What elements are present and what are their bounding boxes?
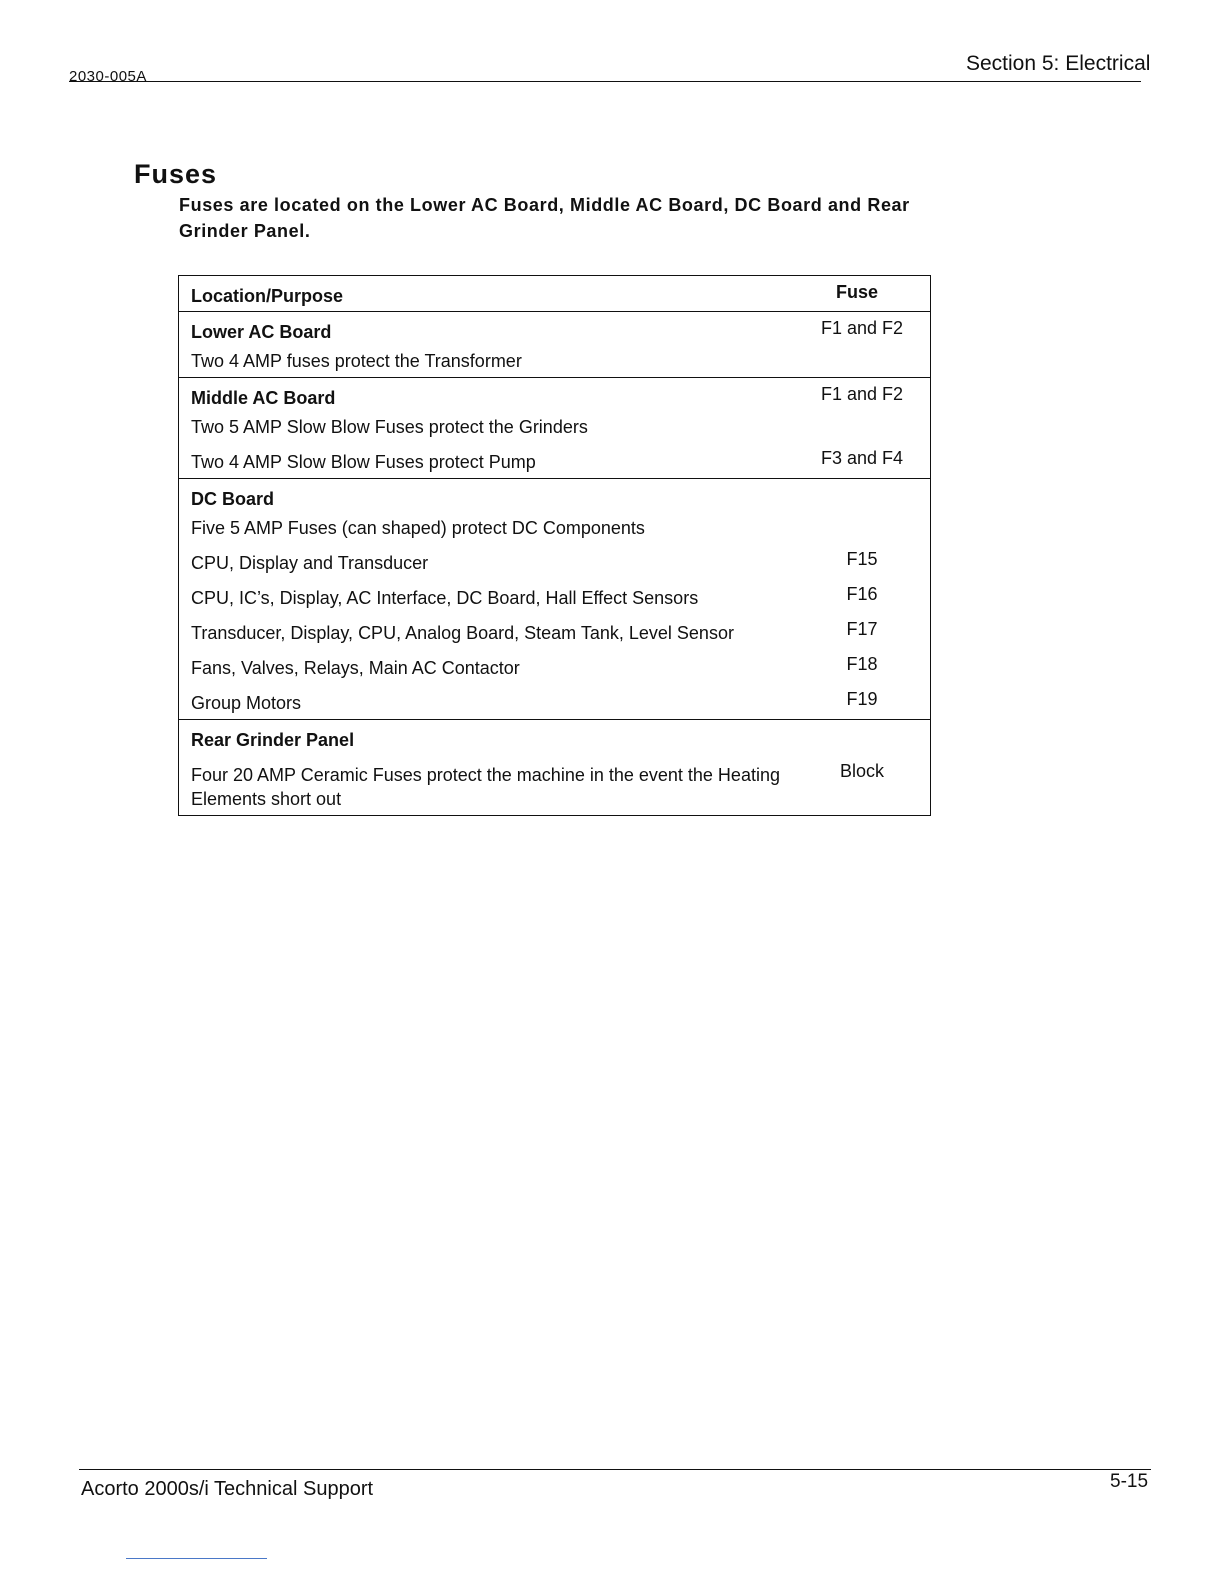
section-title: Section 5: Electrical <box>966 52 1151 75</box>
table-row <box>179 586 930 610</box>
row-purpose: CPU, IC’s, Display, AC Interface, DC Board, Hall Effect Sensors <box>191 588 699 608</box>
group-heading-row <box>179 386 930 410</box>
fuse-value: F17 <box>846 619 878 639</box>
fuse-value: F3 and F4 <box>820 448 904 468</box>
group-heading: Rear Grinder Panel <box>191 730 355 750</box>
group-heading: DC Board <box>191 489 275 509</box>
fuse-value: F15 <box>846 549 878 569</box>
group-heading: Lower AC Board <box>191 322 332 342</box>
footer-product: Acorto 2000s/i Technical Support <box>81 1478 374 1500</box>
group-heading: Middle AC Board <box>191 388 336 408</box>
table-row <box>179 656 930 680</box>
fuse-value: F16 <box>846 584 878 604</box>
document-code: 2030-005A <box>69 68 147 85</box>
footer-divider <box>79 1469 1151 1470</box>
row-purpose: CPU, Display and Transducer <box>191 553 429 573</box>
row-purpose: Four 20 AMP Ceramic Fuses protect the machine in the event the Heating Elements short out <box>191 765 780 809</box>
header-divider <box>69 81 1141 82</box>
row-purpose: Two 4 AMP Slow Blow Fuses protect Pump <box>191 452 536 472</box>
row-purpose: Fans, Valves, Relays, Main AC Contactor <box>191 658 520 678</box>
table-group-rear-grinder-panel <box>179 720 930 815</box>
table-group-lower-ac-board <box>179 312 930 378</box>
table-group-middle-ac-board <box>179 378 930 479</box>
column-header-fuse: Fuse <box>836 282 879 302</box>
row-purpose: Two 4 AMP fuses protect the Transformer <box>191 351 522 371</box>
column-header-location: Location/Purpose <box>191 286 344 306</box>
page-title: Fuses <box>134 159 218 189</box>
row-purpose: Two 5 AMP Slow Blow Fuses protect the Grinders <box>191 417 588 437</box>
group-heading-row <box>179 320 930 344</box>
table-row <box>179 349 930 373</box>
table-row <box>179 691 930 715</box>
table-header <box>179 276 930 312</box>
fuse-value: F1 and F2 <box>820 384 904 404</box>
decorative-blue-line <box>126 1558 267 1559</box>
row-purpose: Five 5 AMP Fuses (can shaped) protect DC Components <box>191 518 645 538</box>
group-heading-row <box>179 487 930 511</box>
row-purpose: Group Motors <box>191 693 302 713</box>
fuse-value: F19 <box>846 689 878 709</box>
intro-paragraph: Fuses are located on the Lower AC Board, Middle AC Board, DC Board and Rear Grinder Panel. <box>179 195 910 241</box>
page-number: 5-15 <box>1110 1471 1149 1492</box>
fuse-table <box>178 275 931 816</box>
table-group-dc-board <box>179 479 930 720</box>
table-row <box>179 415 930 439</box>
table-row <box>179 763 930 811</box>
row-purpose: Transducer, Display, CPU, Analog Board, Steam Tank, Level Sensor <box>191 623 734 643</box>
group-heading-row <box>179 728 930 752</box>
table-row <box>179 516 930 540</box>
fuse-value: F18 <box>846 654 878 674</box>
fuse-value: F1 and F2 <box>820 318 904 338</box>
fuse-value: Block <box>839 761 884 781</box>
table-row <box>179 621 930 645</box>
table-row <box>179 450 930 474</box>
table-row <box>179 551 930 575</box>
